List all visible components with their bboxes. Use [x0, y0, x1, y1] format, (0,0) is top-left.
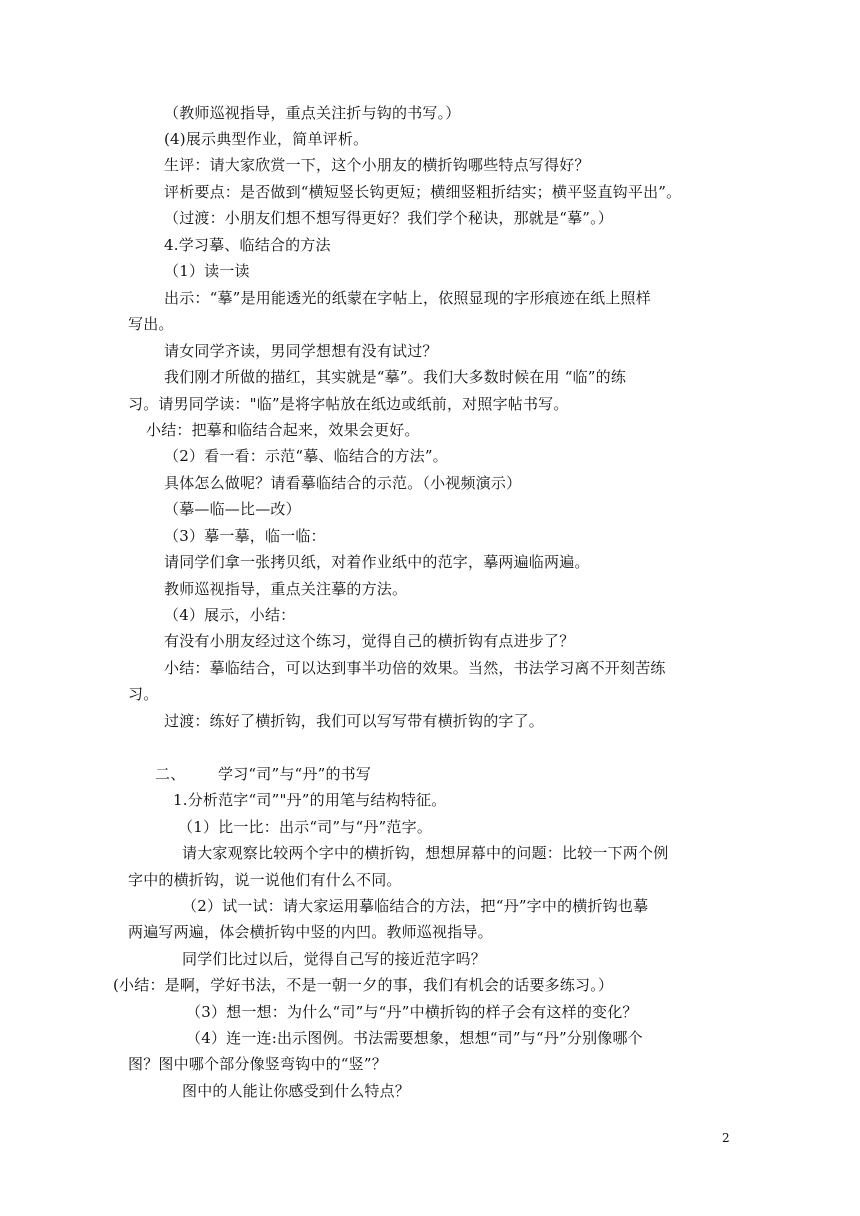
text-line: 出示：“摹”是用能透光的纸蒙在字帖上，依照显现的字形痕迹在纸上照样	[164, 289, 651, 307]
text-line: 具体怎么做呢？请看摹临结合的示范。（小视频演示）	[164, 474, 522, 492]
text-line: 习。请男同学读："临”是将字帖放在纸边或纸前，对照字帖书写。	[128, 395, 569, 413]
text-line: 习。	[128, 685, 159, 703]
text-line: (小结：是啊，学好书法，不是一朝一夕的事，我们有机会的话要多练习。）	[113, 976, 614, 994]
subsection-heading: （1）比一比：出示“司”与“丹”范字。	[178, 818, 433, 836]
text-line: 1.分析范字“司”"丹”的用笔与结构特征。	[173, 791, 447, 809]
text-line: （4）连一连:出示图例。书法需要想象，想想“司”与“丹”分别像哪个	[186, 1029, 643, 1047]
subsection-heading: （1）读一读	[164, 262, 250, 280]
section-number: 二、	[155, 765, 186, 783]
text-line: （教师巡视指导，重点关注折与钩的书写。）	[164, 104, 461, 122]
text-line: 请大家观察比较两个字中的横折钩，想想屏幕中的问题：比较一下两个例	[182, 844, 669, 862]
text-line: 请女同学齐读，男同学想想有没有试过？	[164, 342, 438, 360]
text-line: 写出。	[128, 315, 174, 333]
subsection-heading: （3）摹一摹，临一临：	[164, 527, 326, 545]
text-line: （2）试一试：请大家运用摹临结合的方法，把“丹”字中的横折钩也摹	[182, 897, 649, 915]
text-line: 小结：摹临结合，可以达到事半功倍的效果。当然，书法学习离不开刻苦练	[164, 659, 666, 677]
text-line: 教师巡视指导，重点关注摹的方法。	[164, 580, 408, 598]
summary-line: 小结：把摹和临结合起来，效果会更好。	[146, 421, 420, 439]
section-heading: 学习“司”与“丹”的书写	[218, 765, 372, 783]
text-line: 两遍写两遍，体会横折钩中竖的内凹。教师巡视指导。	[128, 923, 493, 941]
text-line: 图？图中哪个部分像竖弯钩中的“竖”？	[128, 1055, 387, 1073]
text-line: （过渡：小朋友们想不想写得更好？我们学个秘诀，那就是“摹”。）	[164, 209, 614, 227]
text-line: 有没有小朋友经过这个练习，觉得自己的横折钩有点进步了？	[164, 632, 575, 650]
text-line: 评析要点：是否做到“横短竖长钩更短；横细竖粗折结实；横平竖直钩平出”。	[164, 183, 682, 201]
text-line: 请同学们拿一张拷贝纸，对着作业纸中的范字，摹两遍临两遍。	[164, 553, 590, 571]
text-line: （3）想一想：为什么“司”与“丹”中横折钩的样子会有这样的变化？	[186, 1003, 638, 1021]
text-line: 字中的横折钩，说一说他们有什么不同。	[128, 871, 402, 889]
text-line: 生评：请大家欣赏一下，这个小朋友的横折钩哪些特点写得好？	[164, 156, 590, 174]
page-number: 2	[722, 1131, 730, 1145]
subsection-heading: （4）展示，小结：	[164, 606, 296, 624]
text-line: 我们刚才所做的描红，其实就是“摹”。我们大多数时候在用 “临”的练	[164, 368, 627, 386]
text-line: （摹—临—比—改）	[164, 500, 301, 518]
text-line: (4)展示典型作业，简单评析。	[164, 130, 369, 148]
section-heading: 4.学习摹、临结合的方法	[164, 236, 331, 254]
text-line: 同学们比过以后，觉得自己写的接近范字吗？	[182, 950, 487, 968]
text-line: 图中的人能让你感受到什么特点？	[182, 1082, 411, 1100]
text-line: 过渡：练好了横折钩，我们可以写写带有横折钩的字了。	[164, 712, 545, 730]
subsection-heading: （2）看一看：示范“摹、临结合的方法”。	[164, 447, 448, 465]
